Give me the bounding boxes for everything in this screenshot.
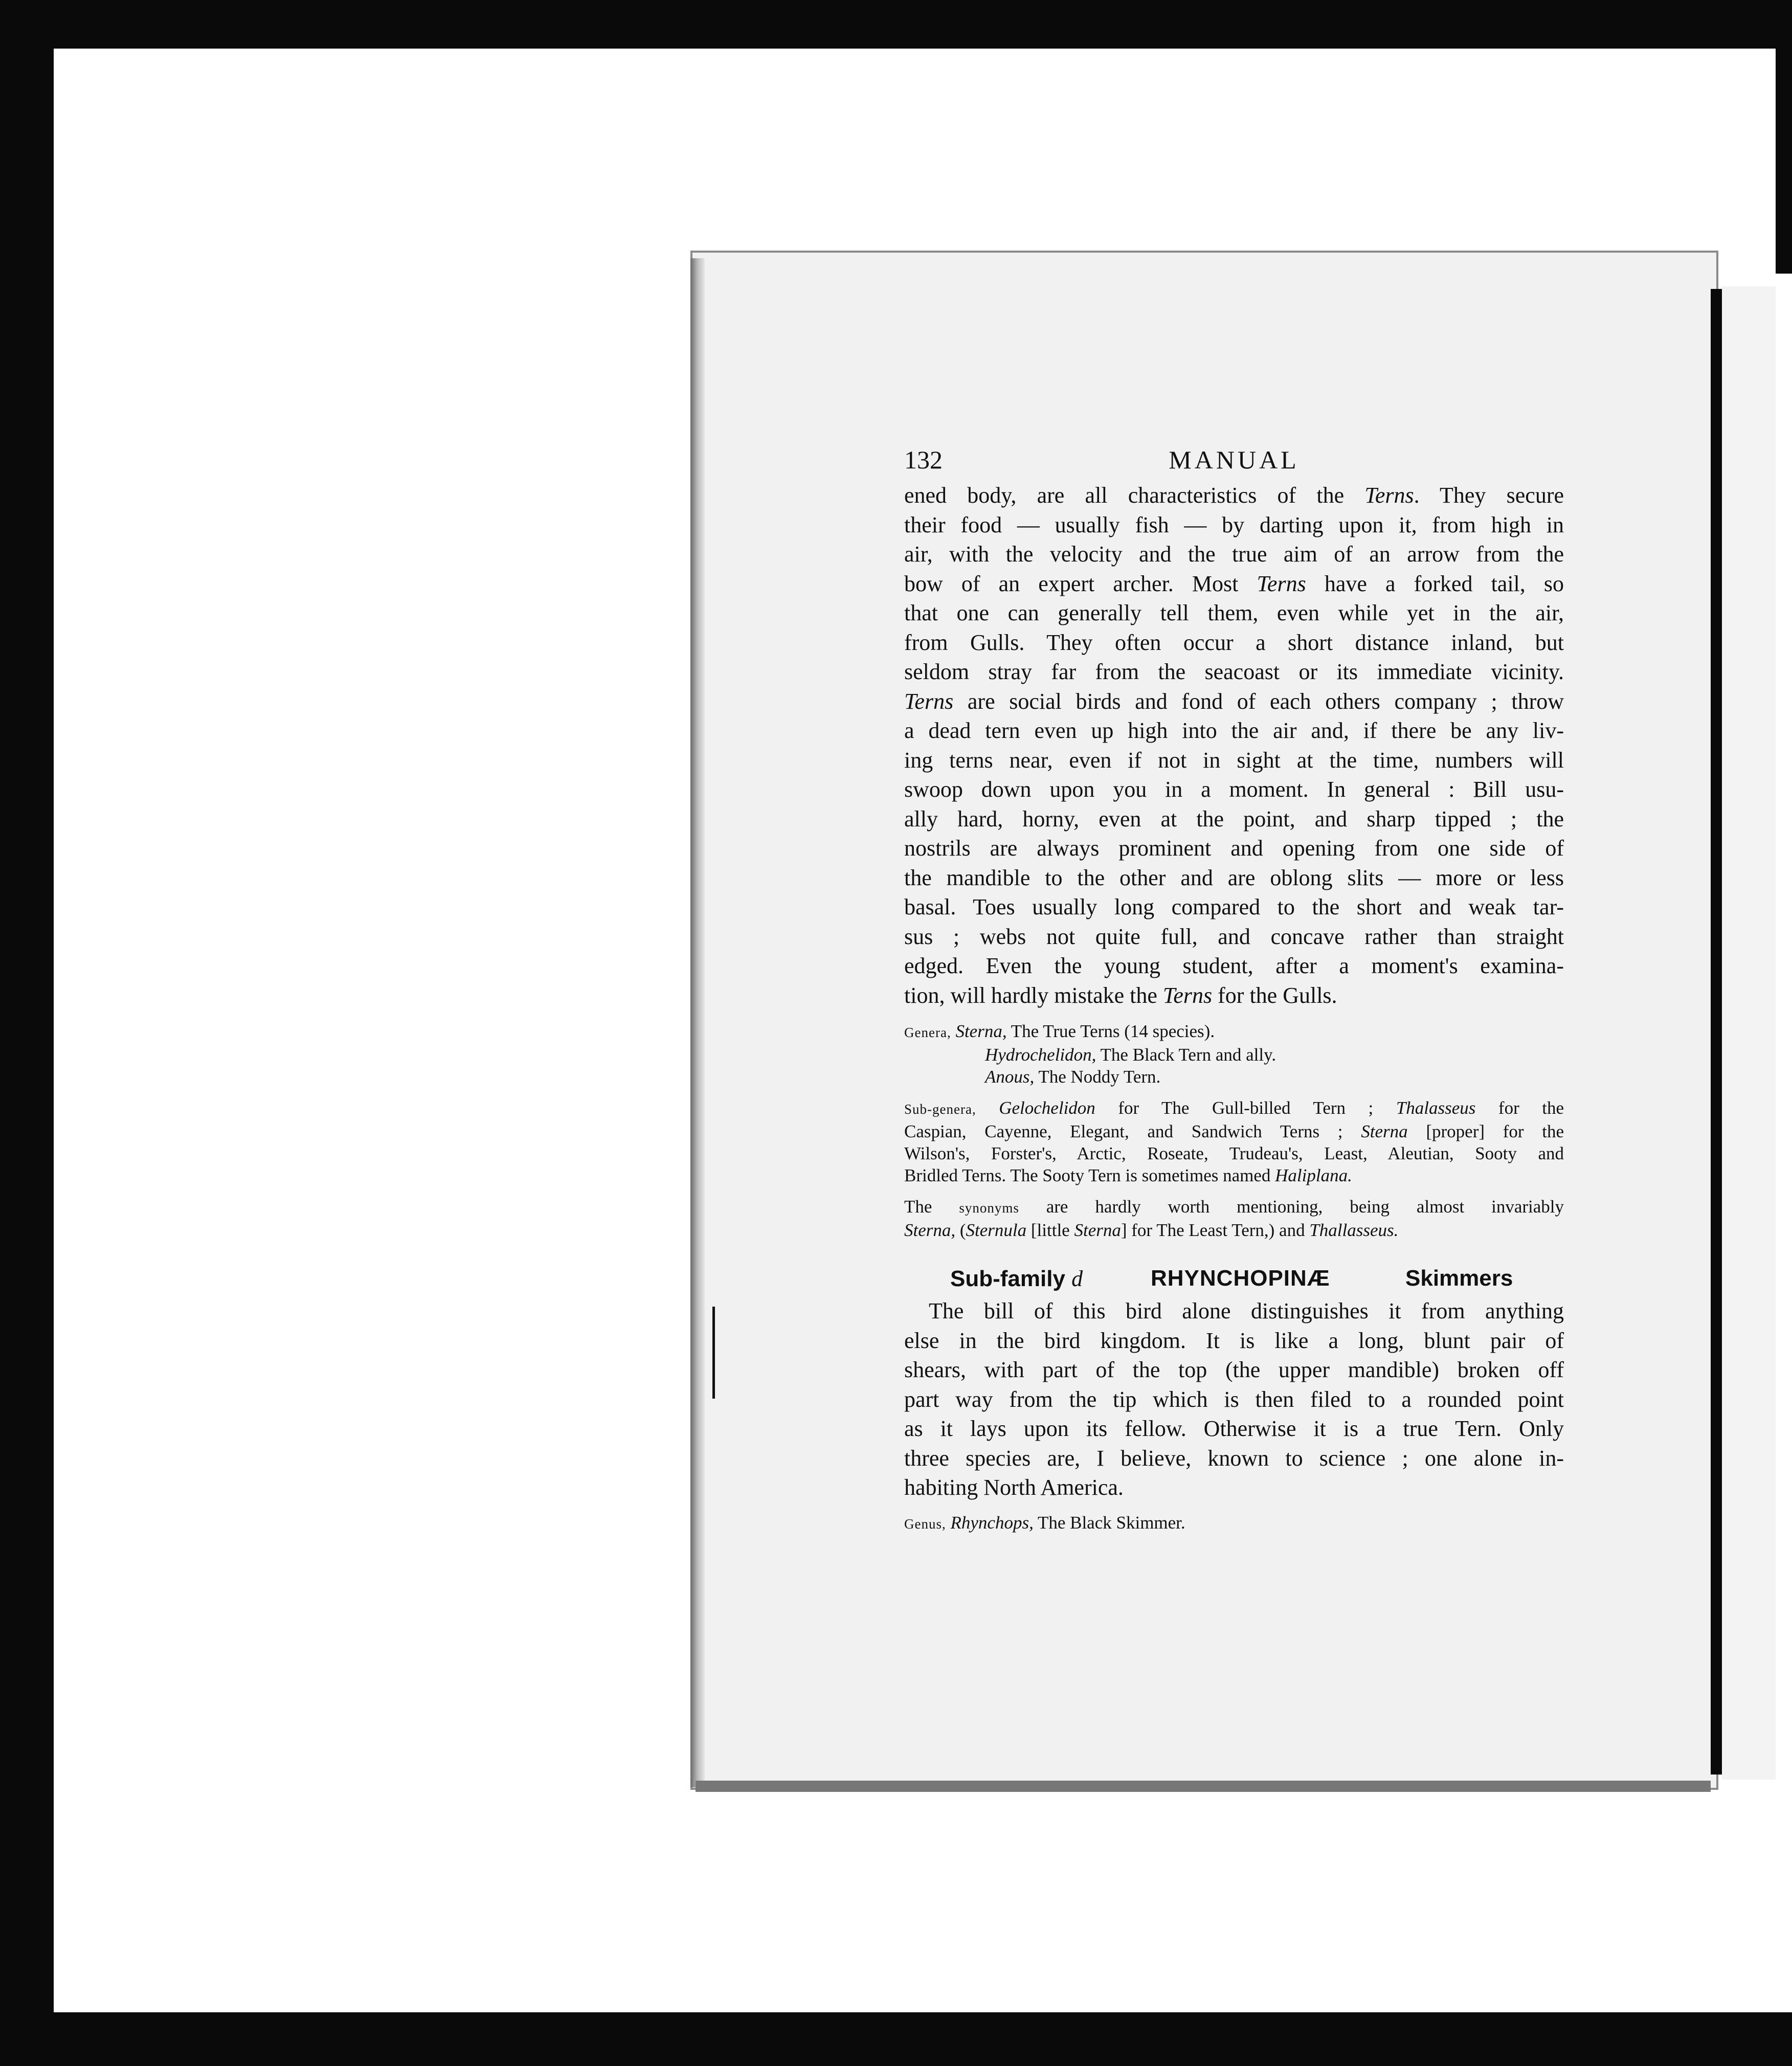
subgenera-text: Gelochelidon for The Gull-billed Tern ; Thalasseus for the bbox=[999, 1098, 1564, 1118]
text-line: seldom stray far from the seacoast or its immediate vicinity. bbox=[904, 659, 1564, 684]
text-line: sus ; webs not quite full, and concave rather than straight bbox=[904, 924, 1564, 949]
italic-term: Sterna bbox=[1361, 1121, 1408, 1141]
film-border-left bbox=[0, 0, 54, 2066]
subgenera-note bbox=[904, 1097, 1564, 1186]
facing-page-edge bbox=[1722, 286, 1776, 1780]
subfamily-of: d bbox=[1071, 1266, 1083, 1291]
text-line: The bill of this bird alone distinguishes it from anything bbox=[929, 1298, 1564, 1323]
text-line: air, with the velocity and the true aim of an arrow from the bbox=[904, 542, 1564, 567]
italic-term: Sterna, bbox=[904, 1220, 956, 1240]
italic-term: Haliplana. bbox=[1275, 1165, 1352, 1185]
text-line: part way from the tip which is then filed to a rounded point bbox=[904, 1386, 1564, 1412]
italic-term: Terns bbox=[1364, 483, 1414, 508]
text-line: ened body, are all characteristics of the Terns. They secure bbox=[904, 483, 1564, 508]
subgenera-line: Bridled Terns. The Sooty Tern is sometimes named Haliplana. bbox=[904, 1165, 1352, 1185]
text-line: basal. Toes usually long compared to the short and weak tar- bbox=[904, 894, 1564, 919]
subfamily-label bbox=[950, 1266, 1083, 1292]
film-border-top bbox=[0, 0, 1792, 49]
italic-term: Terns bbox=[1257, 571, 1306, 596]
text-line: nostrils are always prominent and opening from one side of bbox=[904, 836, 1564, 861]
text-line: bow of an expert archer. Most Terns have a forked tail, so bbox=[904, 571, 1564, 596]
film-border-right bbox=[1776, 49, 1792, 274]
page-header bbox=[904, 445, 1564, 481]
text-line: swoop down upon you in a moment. In general : Bill usu- bbox=[904, 777, 1564, 802]
text-block bbox=[904, 445, 1564, 1535]
genera-label: Genera, bbox=[904, 1025, 951, 1040]
genus-note bbox=[904, 1512, 1564, 1535]
genera-list bbox=[904, 1020, 1564, 1088]
terns-paragraph bbox=[904, 481, 1564, 1010]
page-number: 132 bbox=[904, 445, 943, 474]
text-line: ally hard, horny, even at the point, and sharp tipped ; the bbox=[904, 806, 1564, 832]
text-line: habiting North America. bbox=[904, 1475, 1124, 1500]
skimmers-paragraph bbox=[904, 1296, 1564, 1502]
subfamily-common-name: Skimmers bbox=[1405, 1266, 1513, 1291]
italic-term: Hydrochelidon, bbox=[985, 1045, 1096, 1065]
italic-term: Anous, bbox=[985, 1067, 1035, 1087]
synonyms-line bbox=[904, 1196, 1564, 1219]
subgenera-line: Caspian, Cayenne, Elegant, and Sandwich Terns ; Sterna [proper] for the bbox=[904, 1121, 1564, 1141]
synonyms-lead: The bbox=[904, 1197, 932, 1217]
synonyms-line: Sterna, (Sternula [little Sterna] for The Least Tern,) and Thallasseus. bbox=[904, 1220, 1399, 1240]
subgenera-label: Sub-genera, bbox=[904, 1102, 976, 1117]
italic-term: Terns bbox=[1162, 982, 1213, 1008]
text-line: three species are, I believe, known to science ; one alone in- bbox=[904, 1445, 1564, 1471]
italic-term: Terns bbox=[904, 688, 954, 714]
italic-term: Sternula bbox=[966, 1220, 1027, 1240]
text-line: tion, will hardly mistake the Terns for the Gulls. bbox=[904, 982, 1337, 1008]
genus-label: Genus, bbox=[904, 1516, 946, 1532]
text-line: the mandible to the other and are oblong slits — more or less bbox=[904, 865, 1564, 890]
subfamily-label-text: Sub-family bbox=[950, 1266, 1065, 1291]
text-line: as it lays upon its fellow. Otherwise it is a true Tern. Only bbox=[904, 1416, 1564, 1441]
italic-term: Rhynchops, bbox=[950, 1512, 1034, 1533]
italic-term: Gelochelidon bbox=[999, 1098, 1095, 1118]
subfamily-name: RHYNCHOPINÆ bbox=[1151, 1266, 1330, 1291]
book-spine bbox=[1711, 289, 1722, 1775]
genera-row bbox=[904, 1020, 1564, 1044]
genera-row: Anous, The Noddy Tern. bbox=[985, 1067, 1161, 1087]
italic-term: Thallasseus. bbox=[1309, 1220, 1399, 1240]
italic-term: Sterna bbox=[1074, 1220, 1121, 1240]
subfamily-heading bbox=[904, 1266, 1564, 1296]
text-line: that one can generally tell them, even while yet in the air, bbox=[904, 600, 1564, 625]
genera-row: Hydrochelidon, The Black Tern and ally. bbox=[985, 1045, 1276, 1065]
running-head: MANUAL bbox=[1169, 445, 1300, 474]
subgenera-line bbox=[904, 1097, 1564, 1120]
page-crease-mark bbox=[712, 1307, 715, 1399]
text-line: ing terns near, even if not in sight at the time, numbers will bbox=[904, 747, 1564, 773]
page-bottom-edge bbox=[696, 1781, 1711, 1792]
genus-text: Rhynchops, The Black Skimmer. bbox=[950, 1512, 1185, 1533]
text-line: Terns are social birds and fond of each others company ; throw bbox=[904, 688, 1564, 714]
film-border-bottom bbox=[0, 2012, 1792, 2066]
italic-term: Sterna, bbox=[955, 1021, 1007, 1041]
subgenera-line: Wilson's, Forster's, Arctic, Roseate, Trudeau's, Least, Aleutian, Sooty and bbox=[904, 1143, 1564, 1163]
text-line: edged. Even the young student, after a moment's examina- bbox=[904, 953, 1564, 978]
synonyms-label: synonyms bbox=[959, 1200, 1019, 1216]
text-line: a dead tern even up high into the air and, if there be any liv- bbox=[904, 718, 1564, 743]
text-line: from Gulls. They often occur a short distance inland, but bbox=[904, 630, 1564, 655]
text-line: their food — usually fish — by darting upon it, from high in bbox=[904, 512, 1564, 537]
page-left-edge bbox=[690, 258, 705, 1787]
synonyms-text: are hardly worth mentioning, being almost invariably bbox=[1019, 1197, 1564, 1217]
text-line: shears, with part of the top (the upper mandible) broken off bbox=[904, 1357, 1564, 1382]
text-line: else in the bird kingdom. It is like a long, blunt pair of bbox=[904, 1328, 1564, 1353]
italic-term: Thalasseus bbox=[1396, 1098, 1476, 1118]
synonyms-note bbox=[904, 1196, 1564, 1241]
genera-item: Sterna, The True Terns (14 species). bbox=[955, 1021, 1215, 1041]
